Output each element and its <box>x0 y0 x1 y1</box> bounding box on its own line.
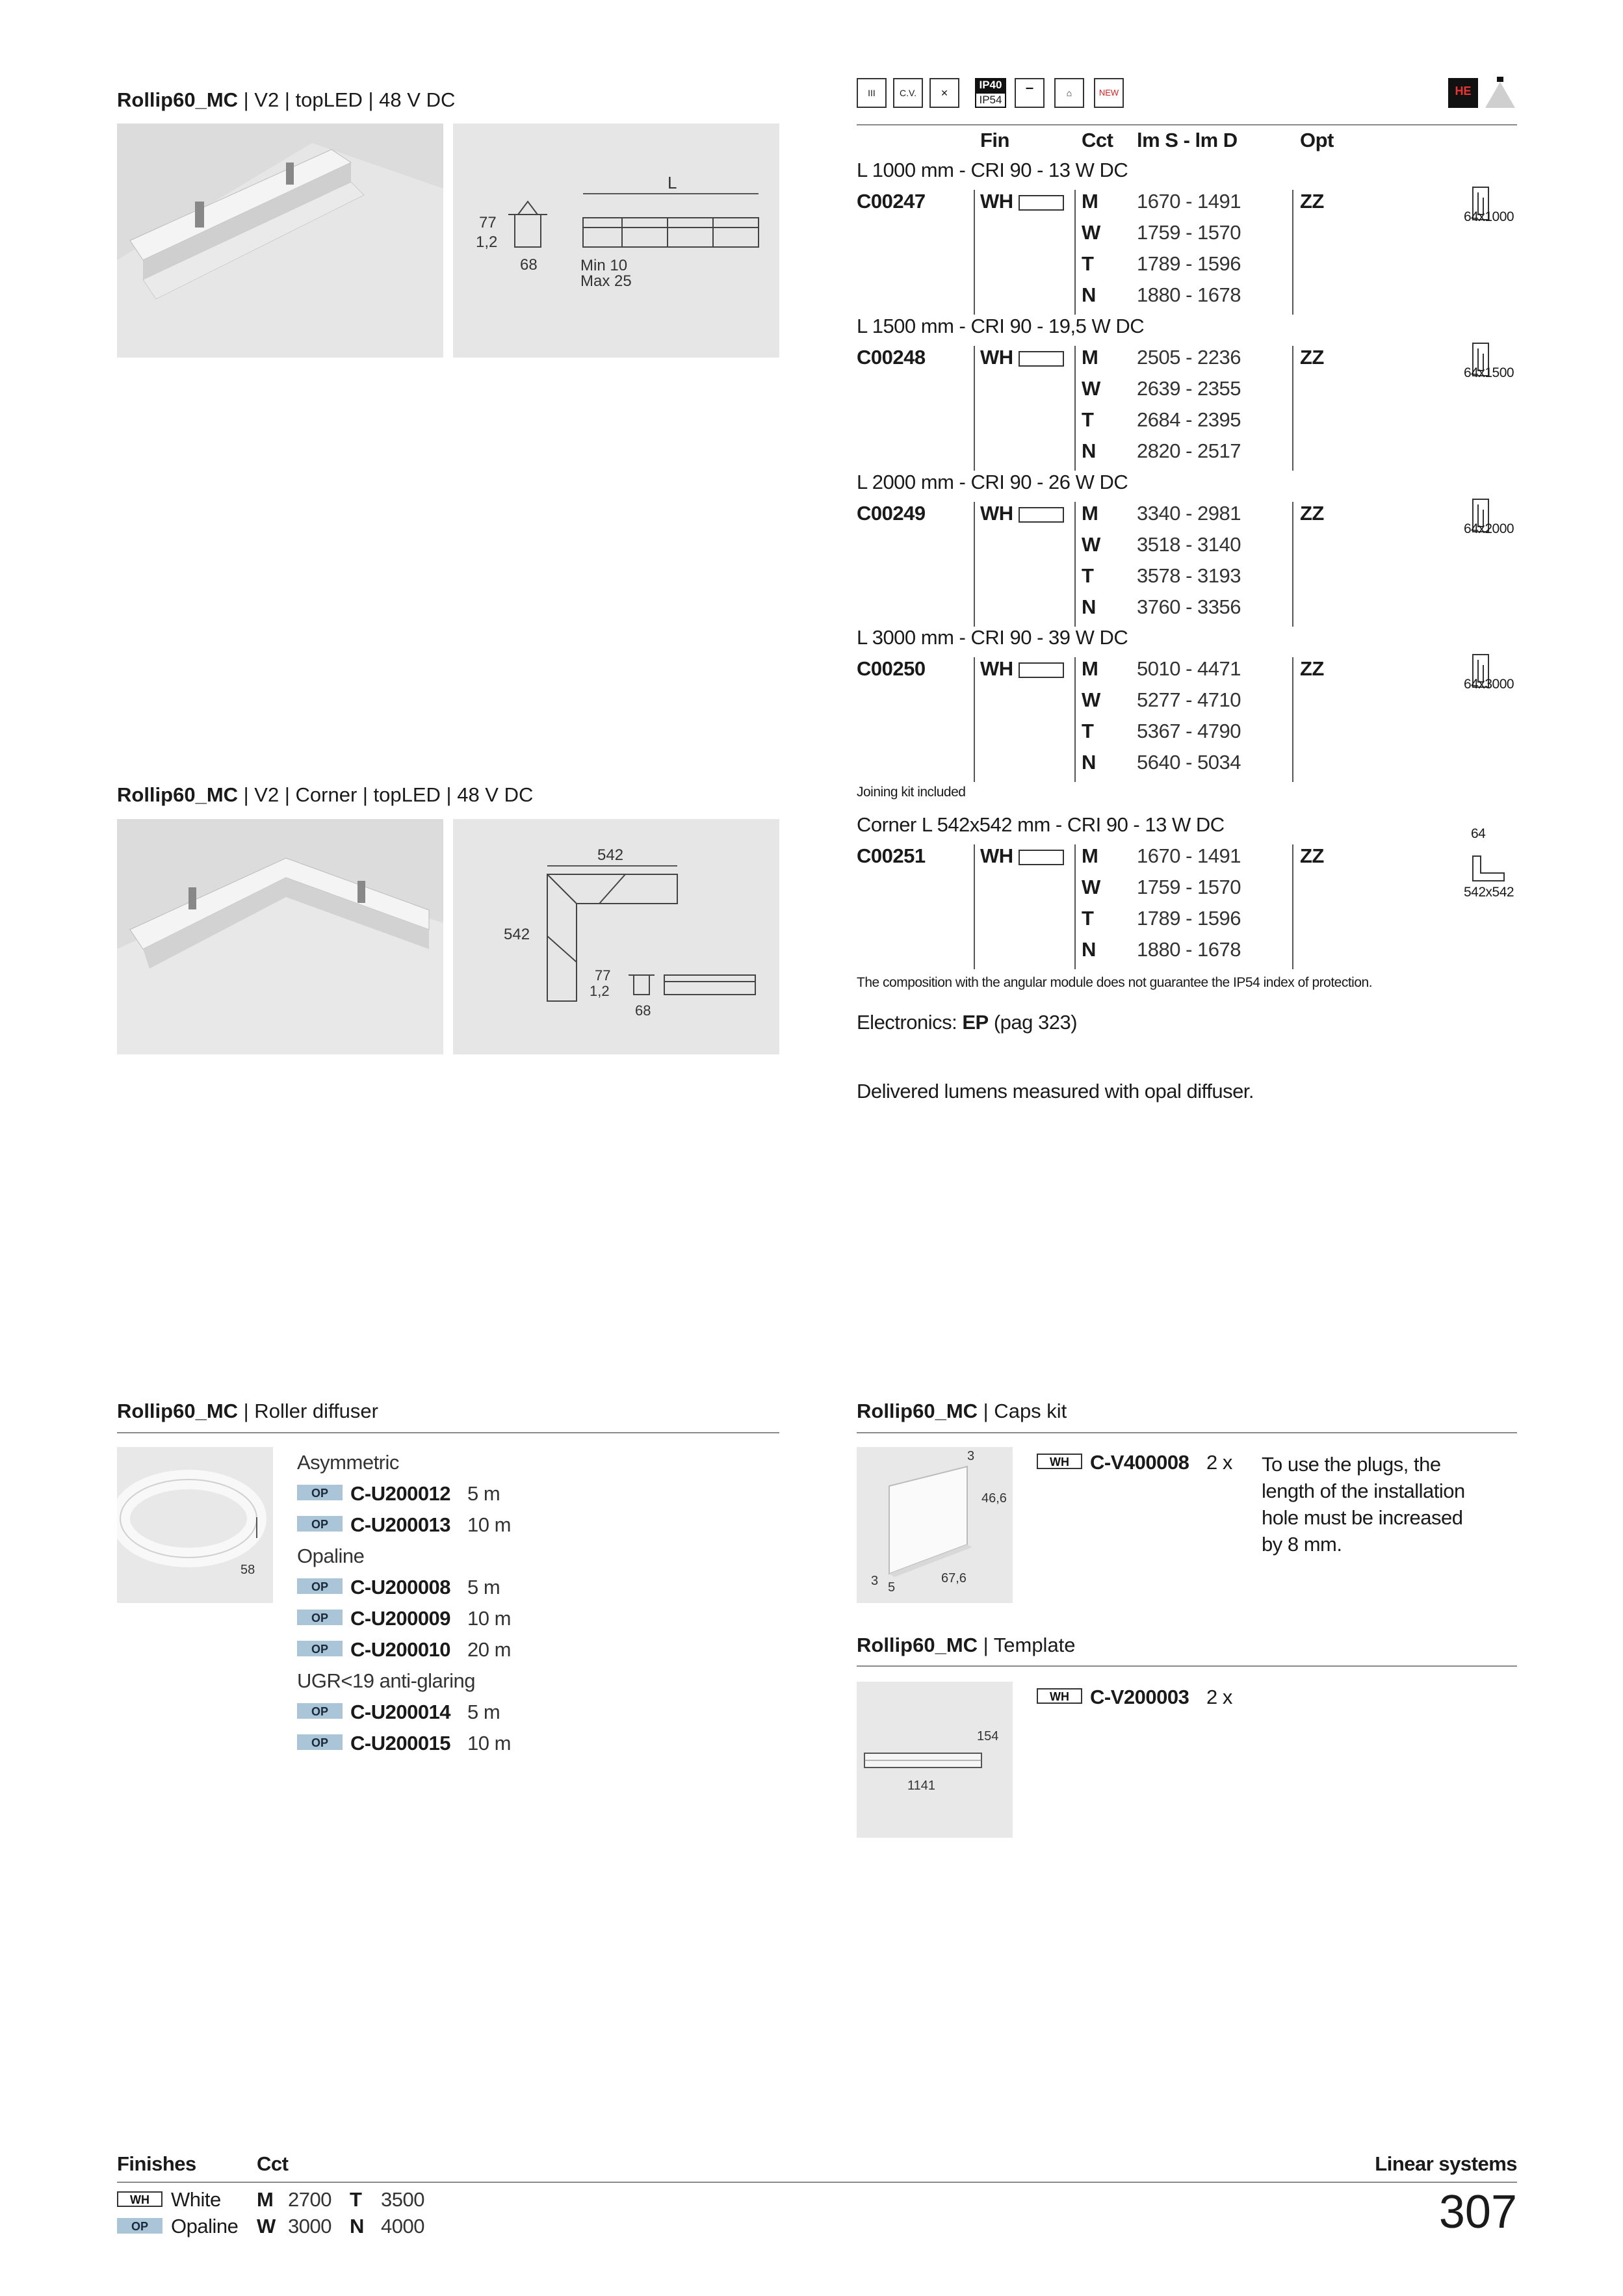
option-code: ZZ <box>1300 502 1324 525</box>
roller-image <box>117 1447 273 1603</box>
cv-icon: C.V. <box>893 78 923 108</box>
cct-m-value: 2700 <box>288 2188 331 2211</box>
class-iii-icon: III <box>857 78 887 108</box>
finish-badge-label: OP <box>297 1734 343 1750</box>
diffuser-code: C-U200008 <box>350 1576 451 1598</box>
template-title: Rollip60_MC | Template <box>857 1634 1076 1656</box>
finish-label: WH <box>980 657 1013 680</box>
corner-product-photo <box>117 819 443 1054</box>
group-label: L 3000 mm - CRI 90 - 39 W DC <box>857 626 1128 649</box>
footer-section: Linear systems <box>1375 2152 1517 2175</box>
diffuser-code: C-U200010 <box>350 1638 451 1661</box>
cct-code: T <box>1082 408 1094 431</box>
finish-label: WH <box>980 844 1013 867</box>
column-divider <box>1074 844 1076 969</box>
corner-illustration <box>117 819 443 1054</box>
cct-code: M <box>1082 346 1098 369</box>
column-divider <box>1292 657 1293 782</box>
cct-n-value: 4000 <box>381 2215 424 2237</box>
lumen-values: 5277 - 4710 <box>1137 688 1241 711</box>
cct-m: M <box>257 2188 274 2211</box>
footer-rule <box>117 2182 1517 2183</box>
column-divider <box>1074 346 1076 471</box>
cct-code: N <box>1082 595 1096 618</box>
finish-code <box>980 346 1064 369</box>
column-divider <box>974 346 975 471</box>
lumen-values: 1789 - 1596 <box>1137 252 1241 275</box>
product-photo <box>117 124 443 358</box>
finish-badge-label: OP <box>297 1703 343 1719</box>
column-divider <box>1074 190 1076 315</box>
finish-badge-label: OP <box>297 1516 343 1532</box>
product-code: C00250 <box>857 657 926 680</box>
dim-width: 68 <box>635 1002 651 1019</box>
finish-swatch <box>1019 195 1064 211</box>
finish-badge <box>297 1516 343 1532</box>
column-divider <box>1292 502 1293 627</box>
dim-height: 77 <box>595 967 611 984</box>
template-code: C-V200003 <box>1090 1686 1189 1708</box>
diffuser-code: C-U200009 <box>350 1607 451 1630</box>
lumen-values: 2684 - 2395 <box>1137 408 1241 431</box>
lumen-values: 3578 - 3193 <box>1137 564 1241 587</box>
footer-cct-label: Cct <box>257 2152 289 2175</box>
caps-badge: WH <box>1037 1454 1082 1469</box>
diffuser-length: 10 m <box>467 1607 511 1630</box>
header-rule <box>857 124 1517 125</box>
finish-op: OP <box>117 2218 162 2234</box>
caps-code: C-V400008 <box>1090 1451 1189 1474</box>
dimension-label: 64x1500 <box>1464 365 1514 380</box>
finish-badge <box>297 1703 343 1719</box>
product-title: Rollip60_MC | V2 | topLED | 48 V DC <box>117 88 456 111</box>
finish-badge <box>297 1485 343 1500</box>
cct-code: T <box>1082 907 1094 930</box>
cct-w: W <box>257 2215 276 2237</box>
finish-wh-label: White <box>171 2188 221 2211</box>
diffuser-length: 10 m <box>467 1513 511 1536</box>
finish-label: WH <box>980 502 1013 525</box>
header-cct: Cct <box>1082 129 1113 151</box>
product-code: C00247 <box>857 190 926 213</box>
finish-swatch <box>1019 662 1064 678</box>
diffuser-code: C-U200013 <box>350 1513 451 1536</box>
cct-code: M <box>1082 844 1098 867</box>
cct-t: T <box>350 2188 362 2211</box>
cct-code: T <box>1082 564 1094 587</box>
recessed-icon: ▔ <box>1015 78 1045 108</box>
template-dim-length: 1141 <box>907 1779 936 1793</box>
finish-badge-label: OP <box>297 1610 343 1625</box>
cct-code: N <box>1082 751 1096 774</box>
column-divider <box>1074 657 1076 782</box>
caps-rule <box>857 1432 1517 1433</box>
diffuser-length: 5 m <box>467 1482 500 1505</box>
caps-image <box>857 1447 1013 1603</box>
finish-badge <box>297 1610 343 1625</box>
lumen-values: 1759 - 1570 <box>1137 876 1241 898</box>
finish-swatch <box>1019 507 1064 523</box>
finish-code <box>980 502 1064 525</box>
cct-code: W <box>1082 688 1100 711</box>
dim-width: 68 <box>520 256 538 274</box>
cct-code: W <box>1082 533 1100 556</box>
product-code: C00251 <box>857 844 926 867</box>
finish-code <box>980 844 1064 868</box>
cct-t-value: 3500 <box>381 2188 424 2211</box>
group-label: L 2000 mm - CRI 90 - 26 W DC <box>857 471 1128 493</box>
dimension-label: 64x2000 <box>1464 521 1514 536</box>
dim-b: 542 <box>504 926 530 943</box>
caps-dim-67: 67,6 <box>941 1571 967 1585</box>
diffuser-type: Opaline <box>297 1545 365 1567</box>
finish-badge-label: OP <box>297 1641 343 1656</box>
ip-rating-icon: IP40 IP54 <box>975 78 1006 108</box>
electronics-note: Electronics: EP (pag 323) <box>857 1011 1078 1034</box>
option-code: ZZ <box>1300 190 1324 213</box>
dimension-top: 64 <box>1471 826 1486 841</box>
lumen-values: 5640 - 5034 <box>1137 751 1241 774</box>
product-code: C00249 <box>857 502 926 525</box>
finish-swatch <box>1019 850 1064 865</box>
column-divider <box>1074 502 1076 627</box>
finish-badge-label: OP <box>297 1578 343 1594</box>
dimension-label: 64x1000 <box>1464 209 1514 224</box>
lumen-values: 2505 - 2236 <box>1137 346 1241 369</box>
lumen-values: 1670 - 1491 <box>1137 844 1241 867</box>
composition-note: The composition with the angular module does not guarantee the IP54 index of protection. <box>857 975 1373 990</box>
header-opt: Opt <box>1300 129 1334 151</box>
light-beam-icon <box>1484 77 1516 109</box>
dim-thickness: 1,2 <box>476 233 498 251</box>
lumen-values: 1759 - 1570 <box>1137 221 1241 244</box>
diffuser-type: UGR<19 anti-glaring <box>297 1669 475 1692</box>
finish-badge <box>297 1578 343 1594</box>
finish-code <box>980 190 1064 213</box>
product-code: C00248 <box>857 346 926 369</box>
corner-dimension-drawing <box>453 819 779 1054</box>
diffuser-code: C-U200012 <box>350 1482 451 1505</box>
roller-rule <box>117 1432 779 1433</box>
column-divider <box>974 844 975 969</box>
caps-dim-5: 5 <box>888 1580 896 1595</box>
finish-badge <box>297 1734 343 1750</box>
template-rule <box>857 1665 1517 1667</box>
lumen-values: 1670 - 1491 <box>1137 190 1241 213</box>
diffuser-code: C-U200014 <box>350 1701 451 1723</box>
dim-thickness: 1,2 <box>590 983 610 999</box>
lumens-note: Delivered lumens measured with opal diffuser. <box>857 1080 1254 1102</box>
diffuser-length: 5 m <box>467 1576 500 1598</box>
finish-op-label: Opaline <box>171 2215 239 2237</box>
roller-title: Rollip60_MC | Roller diffuser <box>117 1400 378 1422</box>
option-code: ZZ <box>1300 346 1324 369</box>
cct-code: N <box>1082 283 1096 306</box>
caps-dim-3: 3 <box>967 1449 975 1463</box>
caps-title: Rollip60_MC | Caps kit <box>857 1400 1067 1422</box>
roller-dim: 58 <box>240 1563 255 1577</box>
option-code: ZZ <box>1300 844 1324 867</box>
template-image <box>857 1682 1013 1838</box>
cct-w-value: 3000 <box>288 2215 331 2237</box>
cct-code: M <box>1082 657 1098 680</box>
dim-height: 77 <box>479 214 497 231</box>
lumen-values: 5367 - 4790 <box>1137 720 1241 742</box>
diffuser-length: 20 m <box>467 1638 511 1661</box>
dimension-label: 64x3000 <box>1464 677 1514 692</box>
finish-badge <box>297 1641 343 1656</box>
dimension-drawing <box>453 124 779 358</box>
template-qty: 2 x <box>1206 1686 1232 1708</box>
lumen-values: 1789 - 1596 <box>1137 907 1241 930</box>
caps-dim-3b: 3 <box>871 1574 879 1588</box>
ceiling-icon: ⌂ <box>1054 78 1084 108</box>
cct-code: N <box>1082 439 1096 462</box>
diffuser-type: Asymmetric <box>297 1451 399 1474</box>
option-code: ZZ <box>1300 657 1324 680</box>
template-dim-width: 154 <box>977 1729 999 1743</box>
cct-code: M <box>1082 190 1098 213</box>
dim-a: 542 <box>597 846 624 864</box>
lumen-values: 5010 - 4471 <box>1137 657 1241 680</box>
diffuser-length: 10 m <box>467 1732 511 1755</box>
cct-n: N <box>350 2215 364 2237</box>
lumen-values: 2820 - 2517 <box>1137 439 1241 462</box>
cct-code: W <box>1082 221 1100 244</box>
cct-code: W <box>1082 377 1100 400</box>
cct-code: M <box>1082 502 1098 525</box>
finish-swatch <box>1019 351 1064 367</box>
finish-label: WH <box>980 346 1013 369</box>
lumen-values: 3760 - 3356 <box>1137 595 1241 618</box>
page-number: 307 <box>1438 2186 1517 2238</box>
template-badge: WH <box>1037 1688 1082 1704</box>
dim-min: Min 10 <box>580 257 628 274</box>
diffuser-length: 5 m <box>467 1701 500 1723</box>
column-divider <box>974 190 975 315</box>
caps-qty: 2 x <box>1206 1451 1232 1474</box>
footer-finishes-label: Finishes <box>117 2152 196 2175</box>
group-label: L 1000 mm - CRI 90 - 13 W DC <box>857 159 1128 181</box>
lumen-values: 1880 - 1678 <box>1137 283 1241 306</box>
diffuser-code: C-U200015 <box>350 1732 451 1755</box>
group-label: L 1500 mm - CRI 90 - 19,5 W DC <box>857 315 1145 337</box>
finish-wh: WH <box>117 2191 162 2207</box>
cct-code: N <box>1082 938 1096 961</box>
header-lumens: lm S - lm D <box>1137 129 1238 151</box>
column-divider <box>974 657 975 782</box>
header-fin: Fin <box>980 129 1009 151</box>
lumen-values: 3518 - 3140 <box>1137 533 1241 556</box>
finish-badge-label: OP <box>297 1485 343 1500</box>
corner-product-title: Rollip60_MC | V2 | Corner | topLED | 48 V DC <box>117 783 534 806</box>
column-divider <box>974 502 975 627</box>
cct-code: W <box>1082 876 1100 898</box>
new-badge: NEW <box>1094 78 1124 108</box>
no-cover-icon: ✕ <box>929 78 959 108</box>
finish-label: WH <box>980 190 1013 213</box>
dimension-label: 542x542 <box>1464 885 1514 900</box>
caps-dim-46: 46,6 <box>981 1491 1007 1506</box>
cct-code: T <box>1082 720 1094 742</box>
column-divider <box>1292 844 1293 969</box>
high-efficiency-icon: HE <box>1448 78 1478 108</box>
lumen-values: 3340 - 2981 <box>1137 502 1241 525</box>
caps-note: To use the plugs, the length of the installation hole must be increased by 8 mm. <box>1262 1453 1465 1556</box>
lumen-values: 1880 - 1678 <box>1137 938 1241 961</box>
dim-length: L <box>668 173 677 192</box>
joining-note: Joining kit included <box>857 785 966 800</box>
profile-illustration <box>117 124 443 358</box>
column-divider <box>1292 346 1293 471</box>
dim-max: Max 25 <box>580 272 632 290</box>
cct-code: T <box>1082 252 1094 275</box>
finish-code <box>980 657 1064 681</box>
group-label: Corner L 542x542 mm - CRI 90 - 13 W DC <box>857 813 1225 836</box>
lumen-values: 2639 - 2355 <box>1137 377 1241 400</box>
column-divider <box>1292 190 1293 315</box>
